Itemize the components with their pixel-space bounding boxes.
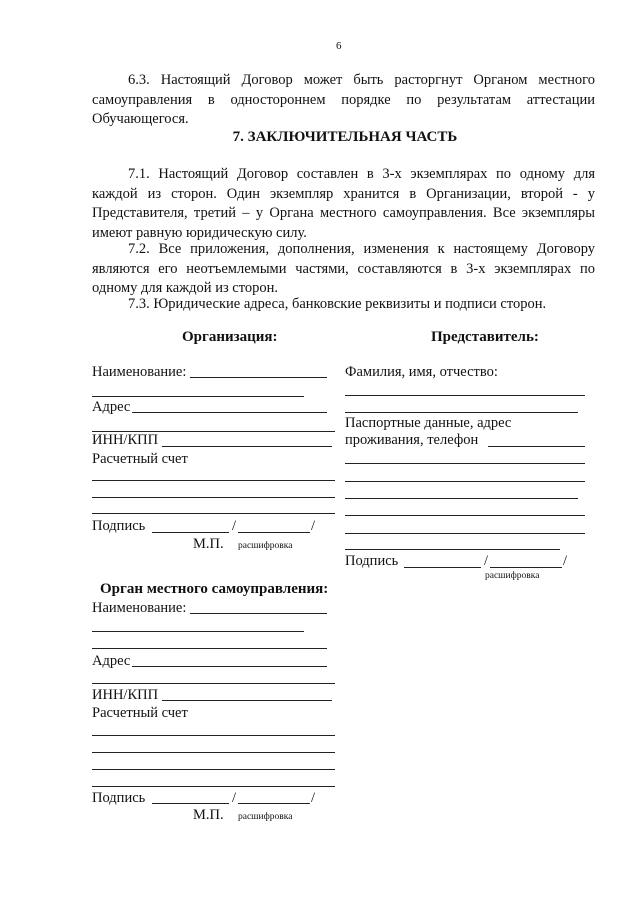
rep-slash-1: / bbox=[484, 553, 489, 569]
la-name-field[interactable] bbox=[190, 613, 327, 614]
la-name-label: Наименование: bbox=[92, 600, 187, 616]
org-account-field-2[interactable] bbox=[92, 497, 335, 498]
la-address-field-2[interactable] bbox=[92, 683, 335, 684]
la-slash-2: / bbox=[311, 790, 316, 806]
la-address-field[interactable] bbox=[132, 666, 327, 667]
la-inn-label: ИНН/КПП bbox=[92, 687, 159, 703]
org-inn-field[interactable] bbox=[162, 446, 332, 447]
org-signature-label: Подпись bbox=[92, 518, 146, 534]
org-account-label: Расчетный счет bbox=[92, 451, 188, 467]
clause-7-3: 7.3. Юридические адреса, банковские реквизиты и подписи сторон. bbox=[128, 296, 547, 312]
org-slash-1: / bbox=[232, 518, 237, 534]
rep-decoding-label: расшифровка bbox=[485, 571, 540, 581]
rep-fio-field-2[interactable] bbox=[345, 412, 578, 413]
org-name-label: Наименование: bbox=[92, 364, 187, 380]
representative-title: Представитель: bbox=[431, 329, 539, 345]
rep-signature-field[interactable] bbox=[404, 567, 481, 568]
la-account-field-2[interactable] bbox=[92, 752, 335, 753]
rep-passport-label-1: Паспортные данные, адрес bbox=[345, 415, 512, 431]
rep-passport-field[interactable] bbox=[488, 446, 585, 447]
la-account-field-4[interactable] bbox=[92, 786, 335, 787]
rep-fio-label: Фамилия, имя, отчество: bbox=[345, 364, 498, 380]
la-name-field-3[interactable] bbox=[92, 648, 327, 649]
page-number: 6 bbox=[336, 40, 342, 52]
la-name-field-2[interactable] bbox=[92, 631, 304, 632]
clause-7-2: 7.2. Все приложения, дополнения, изменения к настоящему Договору являются его неотъемлемыми частями, составляются в 3-х экземплярах по одному для каждой из сторон. bbox=[92, 241, 595, 296]
rep-passport-field-5[interactable] bbox=[345, 515, 585, 516]
la-signature-field[interactable] bbox=[152, 803, 229, 804]
la-decoding-label: расшифровка bbox=[238, 812, 293, 822]
rep-signature-label: Подпись bbox=[345, 553, 399, 569]
org-inn-label: ИНН/КПП bbox=[92, 432, 159, 448]
la-inn-field[interactable] bbox=[162, 700, 332, 701]
la-address-label: Адрес bbox=[92, 653, 131, 669]
org-signature-field[interactable] bbox=[152, 532, 229, 533]
rep-fio-field[interactable] bbox=[345, 395, 585, 396]
la-account-field[interactable] bbox=[92, 735, 335, 736]
org-account-field-3[interactable] bbox=[92, 513, 335, 514]
clause-7-1: 7.1. Настоящий Договор составлен в 3-х экземплярах по одному для каждой из сторон. Один экземпляр хранится в Организации, второй - у Представителя, третий – у Органа местного самоуправления. Все экземпляры имеют равную юридическую силу. bbox=[92, 166, 595, 241]
rep-decoding-field[interactable] bbox=[490, 567, 562, 568]
org-name-field[interactable] bbox=[190, 377, 327, 378]
org-slash-2: / bbox=[311, 518, 316, 534]
la-decoding-field[interactable] bbox=[238, 803, 310, 804]
org-address-label: Адрес bbox=[92, 399, 131, 415]
org-address-field[interactable] bbox=[132, 412, 327, 413]
org-decoding-field[interactable] bbox=[238, 532, 310, 533]
org-seal-label: М.П. bbox=[193, 536, 224, 552]
rep-passport-field-7[interactable] bbox=[345, 549, 560, 550]
la-seal-label: М.П. bbox=[193, 807, 224, 823]
rep-passport-field-6[interactable] bbox=[345, 533, 585, 534]
section-title: 7. ЗАКЛЮЧИТЕЛЬНАЯ ЧАСТЬ bbox=[232, 129, 458, 145]
local-authority-title: Орган местного самоуправления: bbox=[100, 581, 329, 597]
la-slash-1: / bbox=[232, 790, 237, 806]
rep-passport-field-4[interactable] bbox=[345, 498, 578, 499]
organization-title: Организация: bbox=[182, 329, 278, 345]
clause-6-3: 6.3. Настоящий Договор может быть расторгнут Органом местного самоуправления в одностороннем порядке по результатам аттестации Обучающегося. bbox=[92, 72, 595, 127]
org-account-field[interactable] bbox=[92, 480, 335, 481]
rep-slash-2: / bbox=[563, 553, 568, 569]
org-name-field-2[interactable] bbox=[92, 396, 304, 397]
la-account-field-3[interactable] bbox=[92, 769, 335, 770]
rep-passport-label-2: проживания, телефон bbox=[345, 432, 479, 448]
la-signature-label: Подпись bbox=[92, 790, 146, 806]
org-decoding-label: расшифровка bbox=[238, 541, 293, 551]
rep-passport-field-3[interactable] bbox=[345, 481, 585, 482]
rep-passport-field-2[interactable] bbox=[345, 463, 585, 464]
la-account-label: Расчетный счет bbox=[92, 705, 188, 721]
